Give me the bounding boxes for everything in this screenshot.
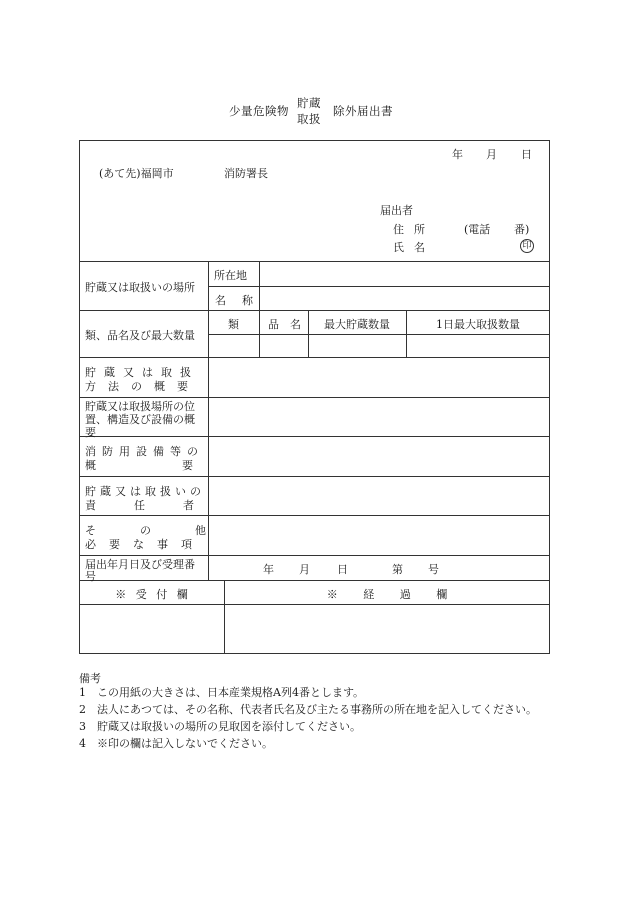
note-item: 3 貯蔵又は取扱いの場所の見取図を添付してください。 [79,720,361,733]
location-label: 貯蔵又は取扱いの場所 [85,281,195,294]
addressee-suffix: 消防署長 [224,167,268,180]
rule-fire-bottom [79,476,550,477]
other-label-line2: 必要な事項 [85,538,205,551]
rule-reception-header [79,604,550,605]
title-stack-bottom: 取扱 [297,112,321,126]
date-year: 年 [452,148,463,161]
rule-items-bottom [79,357,550,358]
rule-structure-bottom [79,436,550,437]
location-address-label: 所在地 [214,269,247,282]
address-label-2: 所 [414,223,425,236]
col-max-storage: 最大貯蔵数量 [324,318,390,331]
title-suffix: 除外届出書 [333,104,393,118]
location-name-label-1: 名 [215,294,226,307]
method-label-line1: 貯蔵又は取扱 [85,366,199,379]
structure-label-line2: 置、構造及び設備の概 [85,413,195,426]
name-label-2: 名 [414,241,425,254]
receipt-no-1: 第 [392,563,403,576]
rule-receipt-bottom [79,580,550,581]
location-name-label-2: 称 [242,294,253,307]
resp-label-line2: 責任者 [85,499,232,512]
rule-sub-column [259,261,260,357]
progress-column-header: ※ 経 過 欄 [326,588,448,601]
col-item-1: 品 [268,318,279,331]
note-item: 4 ※印の欄は記入しないでください。 [79,737,273,750]
structure-label-line3: 要 [85,426,96,439]
address-label-1: 住 [393,223,404,236]
phone-label: (電話 [464,223,491,236]
fire-label-line1: 消防用設備等の [85,445,204,458]
receipt-day: 日 [337,563,348,576]
seal-icon [520,238,534,253]
structure-label-line1: 貯蔵又は取扱場所の位 [85,400,195,413]
col-item-2: 名 [290,318,301,331]
notes-heading: 備考 [79,672,101,685]
name-label-1: 氏 [393,241,404,254]
other-label-line1: その他 [85,524,250,537]
date-month: 月 [486,148,497,161]
items-label: 類、品名及び最大数量 [85,329,195,342]
seal-mark: 印 [520,239,534,253]
reception-column-header: ※ 受 付 欄 [115,588,188,601]
receipt-year: 年 [263,563,274,576]
phone-suffix: 番) [514,223,530,236]
receipt-no-2: 号 [428,563,439,576]
rule-location-bottom [79,310,550,311]
applicant-label: 届出者 [380,204,413,217]
receipt-label-line1: 届出年月日及び受理番 [85,558,195,571]
receipt-label-line2: 号 [85,570,96,583]
rule-resp-bottom [79,515,550,516]
fire-label-line2: 概要 [85,459,279,472]
resp-label-line1: 貯蔵又は取扱いの [85,485,205,498]
date-day: 日 [521,148,532,161]
addressee-prefix: (あて先)福岡市 [99,167,174,180]
method-label-line2: 方法の概要 [85,380,200,393]
note-item: 2 法人にあつては、その名称、代表者氏名及び主たる事務所の所在地を記入してください。 [79,703,537,716]
notes-list [79,684,537,752]
title-stack-top: 貯蔵 [297,96,321,110]
col-daily-max: 1日最大取扱数量 [436,318,520,331]
note-item: 1 この用紙の大きさは、日本産業規格A列4番とします。 [79,686,365,699]
col-class: 類 [228,318,239,331]
title-prefix: 少量危険物 [229,104,289,118]
receipt-month: 月 [299,563,310,576]
rule-header-bottom [79,261,550,262]
